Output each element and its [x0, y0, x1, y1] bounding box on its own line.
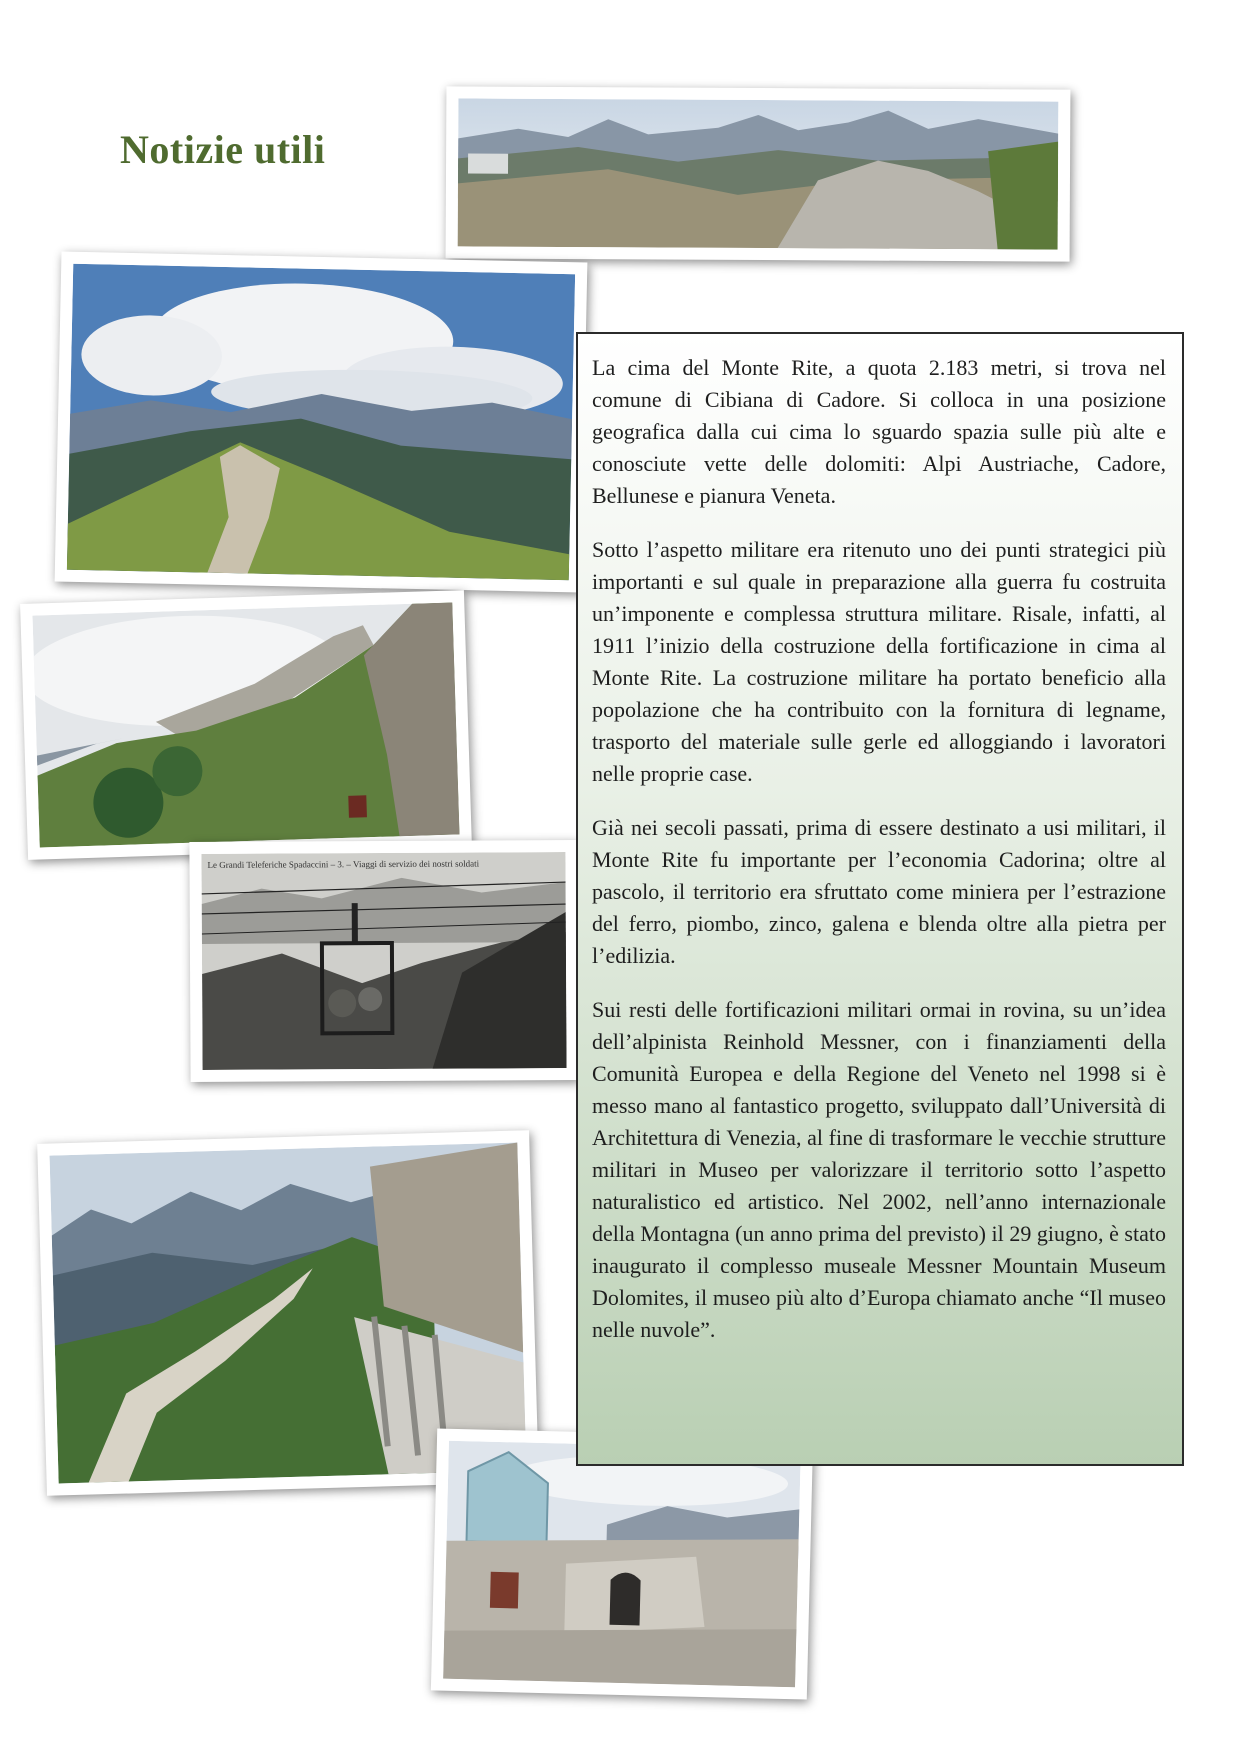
- article-paragraph-4: Sui resti delle fortificazioni militari ormai in rovina, su un’idea dell’alpinista Reinhold Messner, con i finanziamenti della Comunità Europea e della Regione del Veneto nel 1998 si è messo mano al fantastico progetto, sviluppato dall’Università di Architettura di Venezia, al fine di trasformare le vecchie strutture militari in Museo per valorizzare il territorio sotto l’aspetto naturalistico ed artistico. Nel 2002, nell’anno internazionale della Montagna (un anno prima del previsto) il 29 giugno, è stato inaugurato il complesso museale Messner Mountain Museum Dolomites, il museo più alto d’Europa chiamato anche “Il museo nelle nuvole”.: [592, 997, 1166, 1342]
- photo-ridge: [55, 252, 588, 593]
- photo-historic-cableway: [189, 840, 578, 1082]
- photo-panorama: [446, 86, 1071, 261]
- panorama-image: [458, 98, 1059, 249]
- ridge-image: [67, 264, 575, 580]
- article-paragraph-3: Già nei secoli passati, prima di essere destinato a usi militari, il Monte Rite fu importante per l’economia Cadorina; oltre al pascolo, il territorio era sfruttato come miniera per l’estrazione del ferro, piombo, zinco, galena e blenda oltre alla pietra per l’edilizia.: [592, 815, 1166, 968]
- cableway-caption: Le Grandi Teleferiche Spadaccini – 3. – Viaggi di servizio dei nostri soldati: [207, 858, 480, 870]
- cableway-image: [201, 852, 566, 1070]
- museum-entrance-image: [443, 1441, 801, 1688]
- article-paragraph-1: La cima del Monte Rite, a quota 2.183 metri, si trova nel comune di Cibiana di Cadore. Si colloca in una posizione geografica dalla cui cima lo sguardo spazia sulle più alte e conosciute vette delle dolomiti: Alpi Austriache, Cadore, Bellunese e pianura Veneta.: [592, 355, 1166, 508]
- article-paragraph-2: Sotto l’aspetto militare era ritenuto uno dei punti strategici più importanti e sul quale in preparazione alla guerra fu costruita un’imponente e complessa struttura militare. Risale, infatti, al 1911 l’inizio della costruzione della fortificazione in cima al Monte Rite. La costruzione militare ha portato beneficio alla popolazione che ha contribuito con la fornitura di legname, trasporto del materiale sulle gerle ed alloggiando i lavoratori nelle proprie case.: [592, 537, 1166, 786]
- page-title: Notizie utili: [120, 127, 326, 172]
- photo-museum-entrance: [431, 1428, 813, 1699]
- fortress-slope-image: [32, 602, 459, 847]
- photo-fortress-slope: [20, 590, 472, 860]
- article-box: [576, 332, 1184, 1466]
